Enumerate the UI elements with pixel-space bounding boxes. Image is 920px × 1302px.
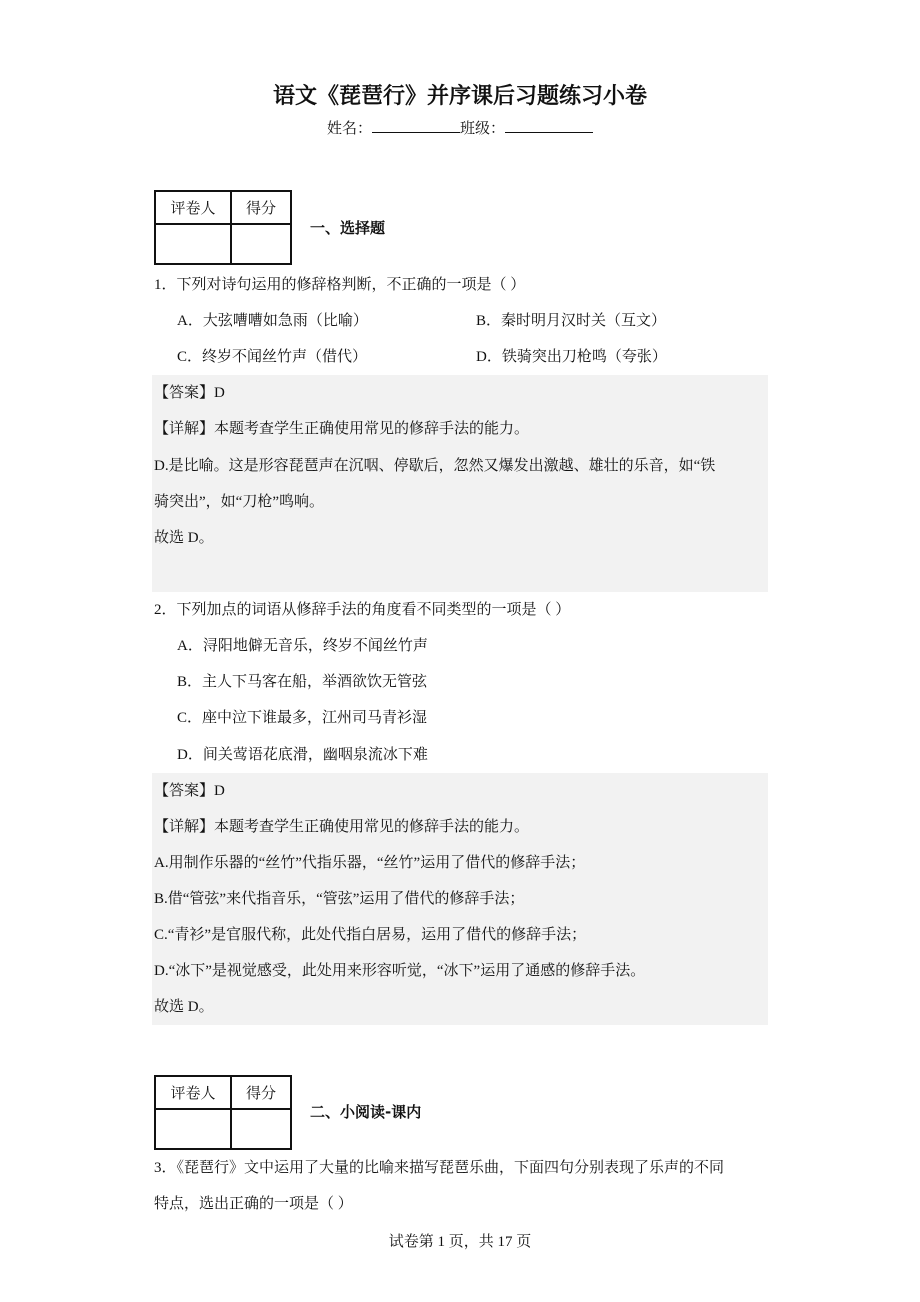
explanation-line: 故选 D。 <box>154 999 214 1015</box>
option-b: B．主人下马客在船，举酒欲饮无管弦 <box>177 674 428 690</box>
name-blank[interactable] <box>372 118 460 133</box>
score-header: 得分 <box>231 1076 291 1109</box>
score-table <box>154 1075 292 1150</box>
section-heading: 二、小阅读-课内 <box>310 1103 422 1121</box>
page-footer: 试卷第 1 页，共 17 页 <box>388 1234 532 1250</box>
explanation-line: D.“冰下”是视觉感受，此处用来形容听觉，“冰下”运用了通感的修辞手法。 <box>154 963 646 979</box>
explanation-line: C.“青衫”是官服代称，此处代指白居易，运用了借代的修辞手法； <box>154 927 587 943</box>
score-table <box>154 190 292 265</box>
option-b: B．秦时明月汉时关（互文） <box>476 313 667 329</box>
explanation-line: 故选 D。 <box>154 530 214 546</box>
grader-cell[interactable] <box>155 1109 231 1149</box>
page-title: 语文《琵琶行》并序课后习题练习小卷 <box>272 83 647 108</box>
score-cell[interactable] <box>231 224 291 264</box>
explanation-line: 【详解】本题考查学生正确使用常见的修辞手法的能力。 <box>154 819 530 835</box>
grader-header: 评卷人 <box>155 1076 231 1109</box>
explanation-line: B.借“管弦”来代指音乐，“管弦”运用了借代的修辞手法； <box>154 891 525 907</box>
question-stem: 1．下列对诗句运用的修辞格判断，不正确的一项是（ ） <box>154 277 526 293</box>
option-d: D．间关莺语花底滑，幽咽泉流冰下难 <box>177 747 428 763</box>
class-label: 班级： <box>460 121 506 137</box>
question-stem: 特点，选出正确的一项是（ ） <box>154 1196 353 1212</box>
answer-box <box>152 375 768 592</box>
answer: 【答案】D <box>154 385 225 401</box>
explanation-line: A.用制作乐器的“丝竹”代指乐器，“丝竹”运用了借代的修辞手法； <box>154 855 586 871</box>
option-c: C．座中泣下谁最多，江州司马青衫湿 <box>177 710 428 726</box>
question-stem: 2．下列加点的词语从修辞手法的角度看不同类型的一项是（ ） <box>154 602 571 618</box>
explanation-line: 【详解】本题考查学生正确使用常见的修辞手法的能力。 <box>154 421 530 437</box>
option-d: D．铁骑突出刀枪鸣（夸张） <box>476 349 667 365</box>
score-cell[interactable] <box>231 1109 291 1149</box>
name-class-line <box>0 118 920 139</box>
score-header: 得分 <box>231 191 291 224</box>
class-blank[interactable] <box>505 118 593 133</box>
answer: 【答案】D <box>154 783 225 799</box>
option-a: A．浔阳地僻无音乐，终岁不闻丝竹声 <box>177 638 428 654</box>
option-c: C．终岁不闻丝竹声（借代） <box>177 349 368 365</box>
name-label: 姓名： <box>326 121 372 137</box>
option-a: A．大弦嘈嘈如急雨（比喻） <box>177 313 368 329</box>
explanation-line: D.是比喻。这是形容琵琶声在沉咽、停歇后，忽然又爆发出激越、雄壮的乐音，如“铁 <box>154 458 716 474</box>
section-heading: 一、选择题 <box>310 219 386 237</box>
grader-header: 评卷人 <box>155 191 231 224</box>
question-stem: 3．《琵琶行》文中运用了大量的比喻来描写琵琶乐曲，下面四句分别表现了乐声的不同 <box>154 1160 725 1176</box>
grader-cell[interactable] <box>155 224 231 264</box>
explanation-line: 骑突出”，如“刀枪”鸣响。 <box>154 494 324 510</box>
